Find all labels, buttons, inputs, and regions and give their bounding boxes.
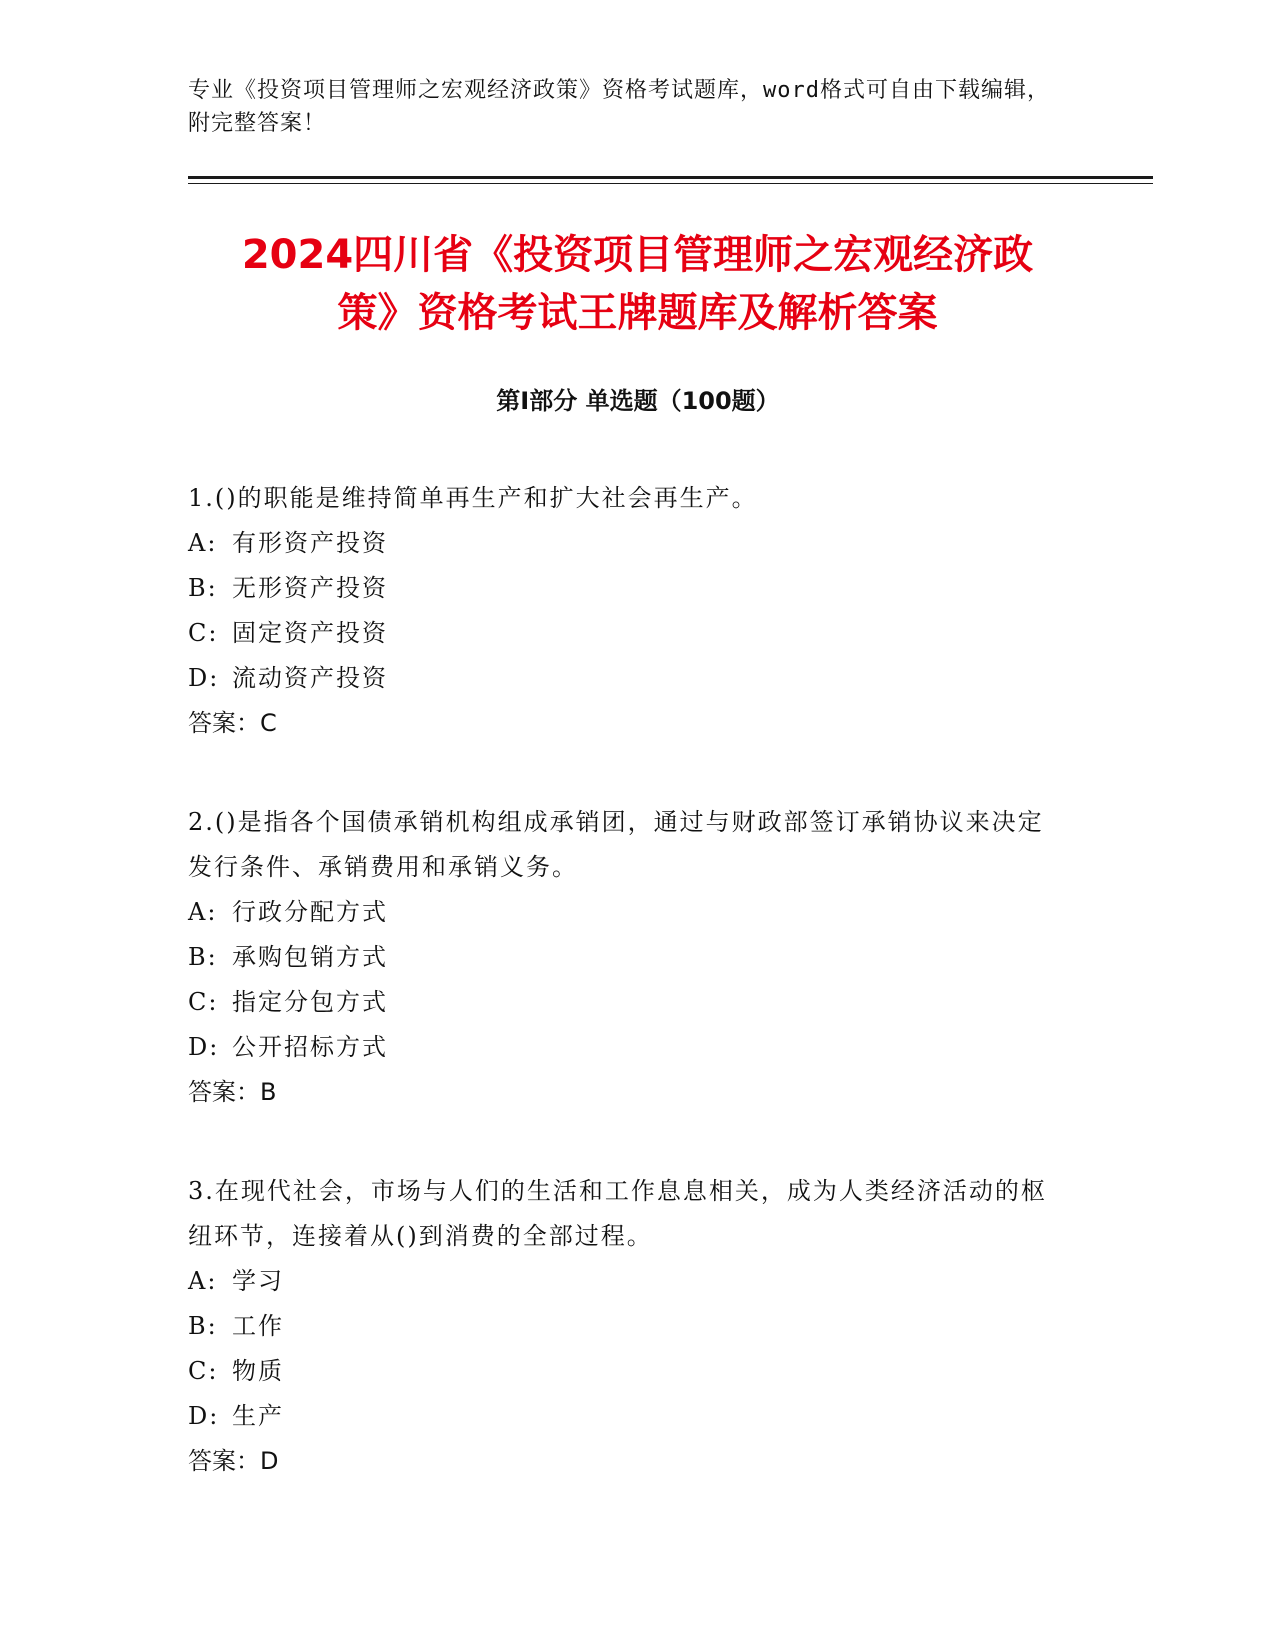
option-letter: A: xyxy=(188,1267,218,1295)
option-text: 有形资产投资 xyxy=(232,529,388,557)
option-letter: C: xyxy=(188,619,219,647)
option-b xyxy=(188,935,1068,980)
document-title xyxy=(150,226,1125,342)
option-text: 公开招标方式 xyxy=(232,1033,388,1061)
option-c xyxy=(188,611,1068,656)
option-a xyxy=(188,521,1068,566)
header-divider-thin xyxy=(188,183,1153,184)
option-letter: C: xyxy=(188,1357,219,1385)
question-stem: 3.在现代社会，市场与人们的生活和工作息息相关，成为人类经济活动的枢纽环节，连接着从()到消费的全部过程。 xyxy=(188,1177,1047,1250)
option-text: 生产 xyxy=(232,1402,284,1430)
option-letter: D: xyxy=(188,664,220,692)
option-a xyxy=(188,890,1068,935)
answer: 答案：C xyxy=(188,709,277,737)
option-text: 工作 xyxy=(232,1312,284,1340)
section-title: 第Ⅰ部分 单选题（100题） xyxy=(496,387,780,415)
question-stem: 2.()是指各个国债承销机构组成承销团，通过与财政部签订承销协议来决定发行条件、承销费用和承销义务。 xyxy=(188,808,1044,881)
question-stem: 1.()的职能是维持简单再生产和扩大社会再生产。 xyxy=(188,484,758,512)
option-c xyxy=(188,1349,1068,1394)
option-letter: C: xyxy=(188,988,219,1016)
option-a xyxy=(188,1259,1068,1304)
option-text: 行政分配方式 xyxy=(232,898,388,926)
option-text: 物质 xyxy=(232,1357,284,1385)
option-d xyxy=(188,1394,1068,1439)
option-letter: B: xyxy=(188,574,218,602)
header-note: 专业《投资项目管理师之宏观经济政策》资格考试题库，word格式可自由下载编辑，附完整答案！ xyxy=(188,78,1050,136)
answer: 答案：B xyxy=(188,1078,277,1106)
option-b xyxy=(188,1304,1068,1349)
document-title-line-2: 策》资格考试王牌题库及解析答案 xyxy=(337,290,938,336)
option-c xyxy=(188,980,1068,1025)
question-1 xyxy=(188,476,1068,746)
document-title-line-1: 2024四川省《投资项目管理师之宏观经济政 xyxy=(241,232,1034,278)
option-text: 固定资产投资 xyxy=(232,619,388,647)
header-divider-thick xyxy=(188,176,1153,179)
question-list xyxy=(188,476,1068,1538)
option-letter: B: xyxy=(188,943,218,971)
option-text: 学习 xyxy=(232,1267,284,1295)
option-text: 指定分包方式 xyxy=(232,988,388,1016)
option-text: 承购包销方式 xyxy=(232,943,388,971)
question-3 xyxy=(188,1169,1068,1484)
option-letter: B: xyxy=(188,1312,218,1340)
option-b xyxy=(188,566,1068,611)
option-letter: D: xyxy=(188,1402,220,1430)
answer: 答案：D xyxy=(188,1447,279,1475)
option-letter: A: xyxy=(188,898,218,926)
option-letter: A: xyxy=(188,529,218,557)
option-d xyxy=(188,656,1068,701)
question-2 xyxy=(188,800,1068,1115)
option-text: 无形资产投资 xyxy=(232,574,388,602)
option-letter: D: xyxy=(188,1033,220,1061)
option-d xyxy=(188,1025,1068,1070)
option-text: 流动资产投资 xyxy=(232,664,388,692)
